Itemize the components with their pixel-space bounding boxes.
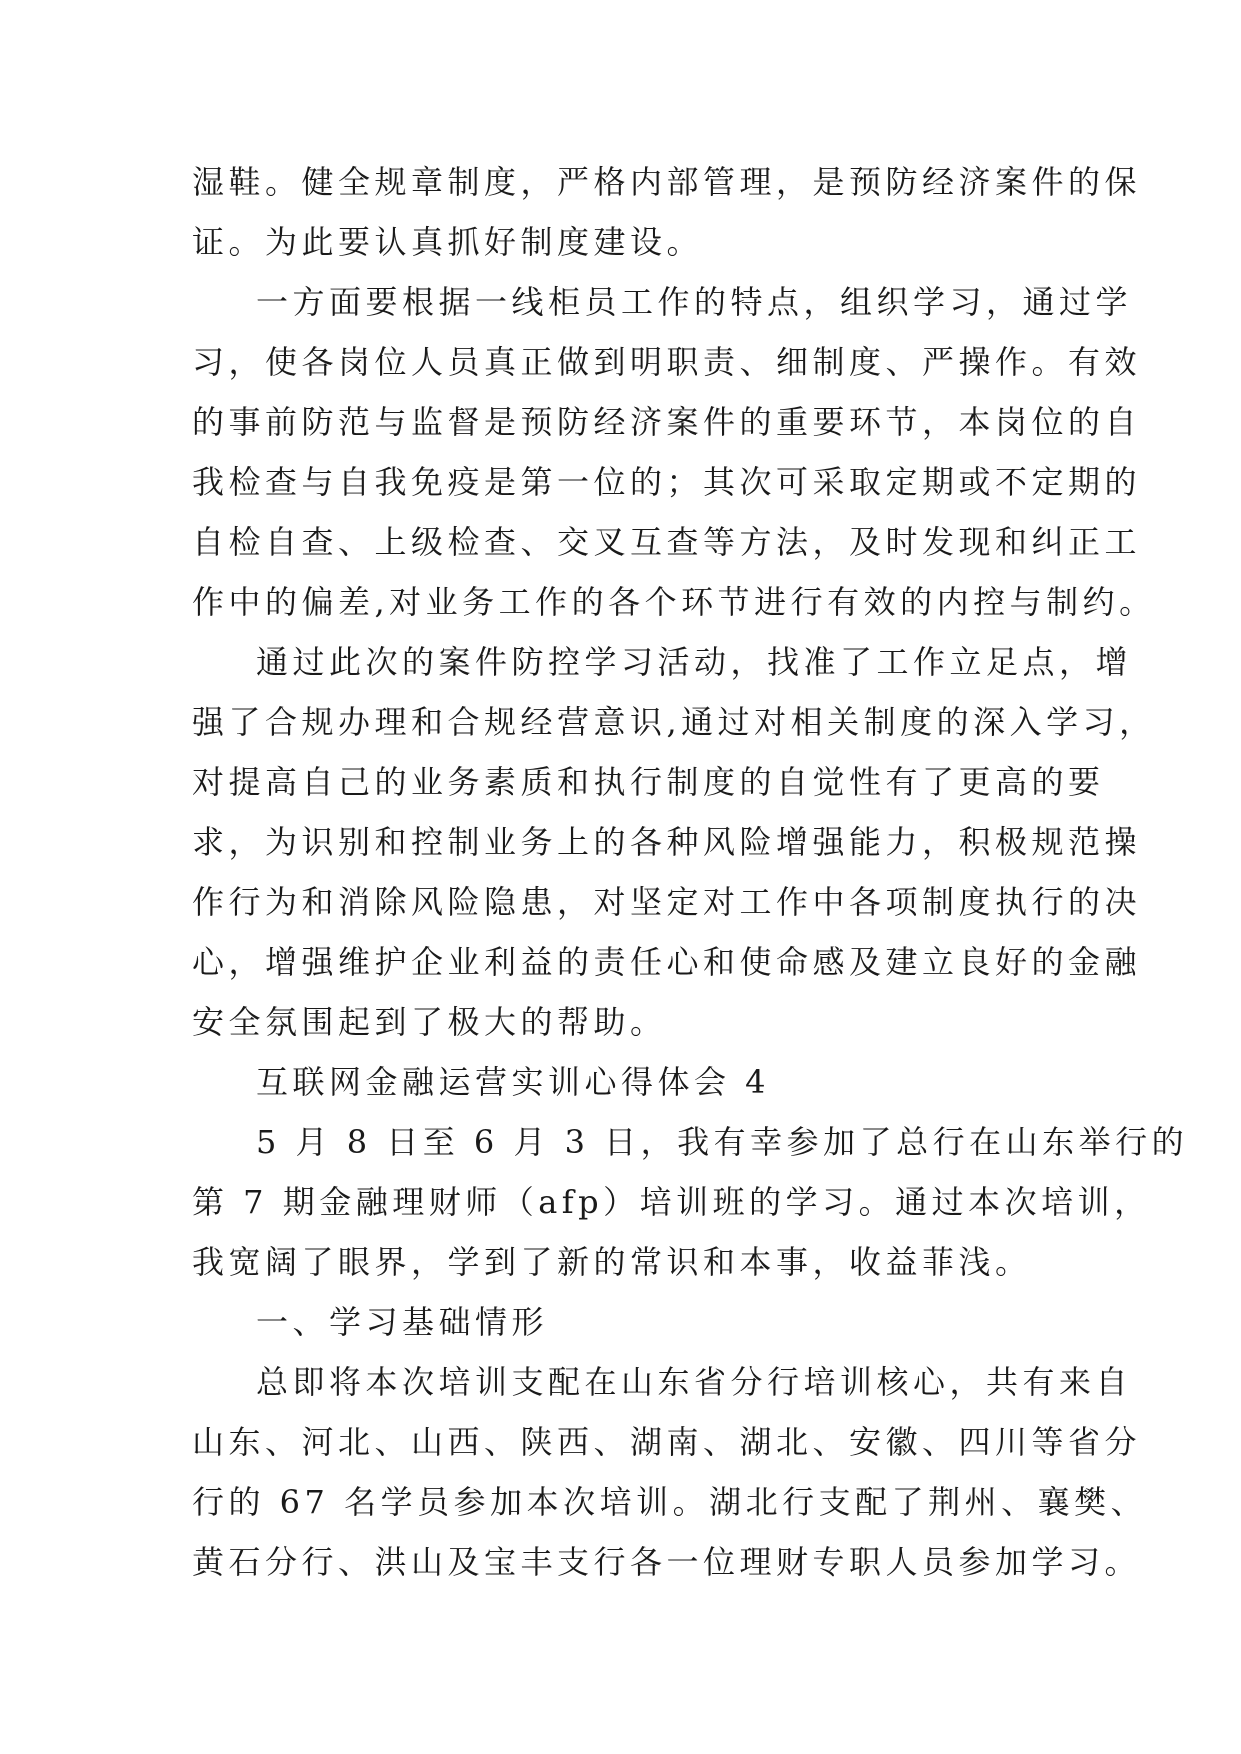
text-line: 强了合规办理和合规经营意识,通过对相关制度的深入学习， — [192, 703, 1156, 741]
paragraph-start: 总即将本次培训支配在山东省分行培训核心，共有来自 — [256, 1363, 1133, 1401]
paragraph-start: 通过此次的案件防控学习活动，找准了工作立足点，增 — [256, 643, 1133, 681]
text-line: 第 7 期金融理财师（afp）培训班的学习。通过本次培训， — [192, 1183, 1151, 1221]
text-line: 行的 67 名学员参加本次培训。湖北行支配了荆州、襄樊、 — [192, 1483, 1148, 1521]
text-line: 证。为此要认真抓好制度建设。 — [192, 223, 704, 261]
text-line: 习，使各岗位人员真正做到明职责、细制度、严操作。有效 — [192, 343, 1142, 381]
paragraph-start: 一方面要根据一线柜员工作的特点，组织学习，通过学 — [256, 283, 1133, 321]
text-line: 安全氛围起到了极大的帮助。 — [192, 1003, 667, 1041]
text-line: 山东、河北、山西、陕西、湖南、湖北、安徽、四川等省分 — [192, 1423, 1142, 1461]
text-line: 我检查与自我免疫是第一位的；其次可采取定期或不定期的 — [192, 463, 1142, 501]
paragraph-start: 5 月 8 日至 6 月 3 日，我有幸参加了总行在山东举行的 — [256, 1123, 1189, 1161]
text-line: 作中的偏差,对业务工作的各个环节进行有效的内控与制约。 — [192, 583, 1156, 621]
text-line: 心，增强维护企业利益的责任心和使命感及建立良好的金融 — [192, 943, 1142, 981]
text-line: 对提高自己的业务素质和执行制度的自觉性有了更高的要 — [192, 763, 1105, 801]
text-line: 的事前防范与监督是预防经济案件的重要环节，本岗位的自 — [192, 403, 1142, 441]
text-line: 自检自查、上级检查、交叉互查等方法，及时发现和纠正工 — [192, 523, 1142, 561]
section-heading: 互联网金融运营实训心得体会 4 — [256, 1063, 771, 1101]
text-line: 我宽阔了眼界，学到了新的常识和本事，收益菲浅。 — [192, 1243, 1032, 1281]
text-line: 作行为和消除风险隐患，对坚定对工作中各项制度执行的决 — [192, 883, 1142, 921]
text-line: 黄石分行、洪山及宝丰支行各一位理财专职人员参加学习。 — [192, 1543, 1142, 1581]
document-body — [192, 152, 1189, 1592]
text-line: 湿鞋。健全规章制度，严格内部管理，是预防经济案件的保 — [192, 163, 1142, 201]
text-line: 求，为识别和控制业务上的各种风险增强能力，积极规范操 — [192, 823, 1142, 861]
subheading: 一、学习基础情形 — [256, 1303, 549, 1341]
